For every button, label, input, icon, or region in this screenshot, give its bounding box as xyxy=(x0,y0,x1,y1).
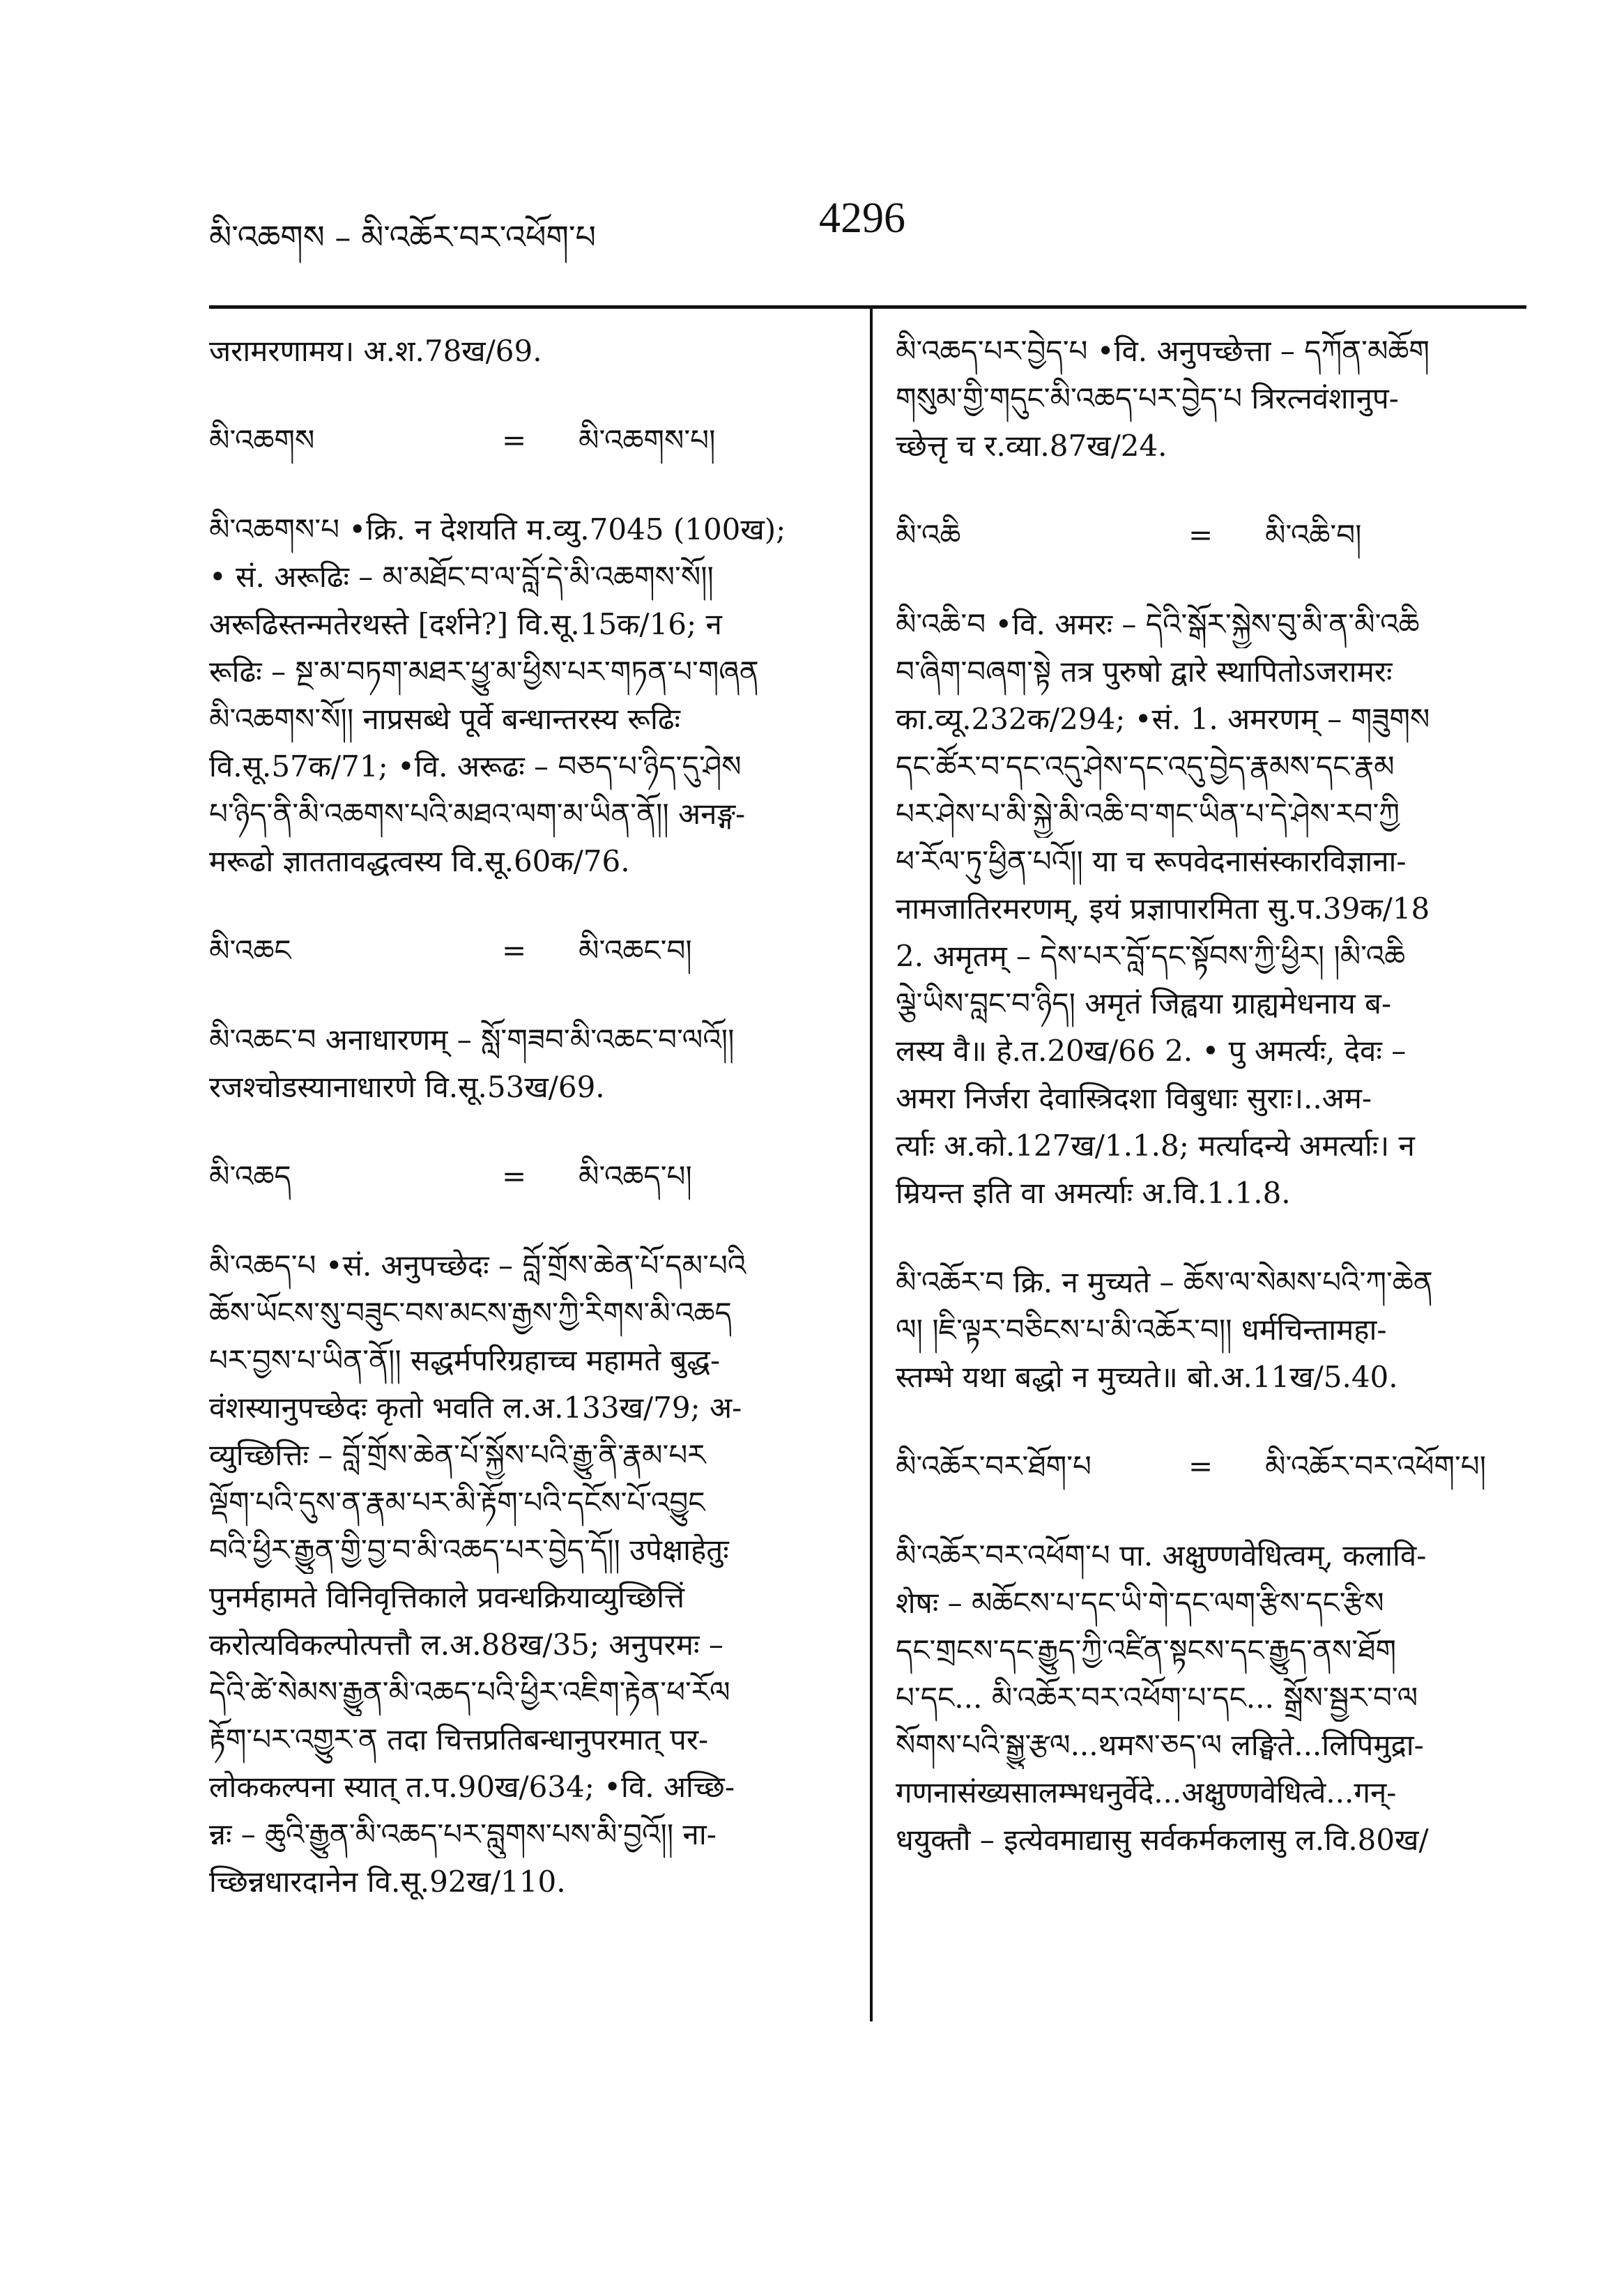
continuation-entry xyxy=(209,328,836,375)
entry-line: अरूढिस्तन्मतेरथस्ते [दर्शने?] वि.सू.15क/16; न xyxy=(209,607,722,641)
entry-line: स्तम्भे यथा बद्धो न मुच्यते॥ बो.अ.11ख/5.40. xyxy=(896,1360,1398,1394)
entry-line: म्रियन्त इति वा अमर्त्याः अ.वि.1.1.8. xyxy=(896,1176,1291,1210)
running-head: མི་འཆགས – མི་འཆོར་བར་འཕོག་པ xyxy=(209,218,597,256)
entry-line: ལྡོག་པའི་དུས་ན་རྣམ་པར་མི་རྟོག་པའི་དངོས་པོ་འབྱུང xyxy=(209,1485,705,1520)
entry-line: ཆོས་ཡོངས་སུ་བཟུང་བས་མངས་རྒྱས་ཀྱི་རིགས་མི་འཆད xyxy=(209,1296,732,1330)
entry-line: मरूढो ज्ञाततावद्धत्वस्य वि.सू.60क/76. xyxy=(209,844,630,878)
entry-line: པར་ཤེས་པ་མི་སྐྱེ་མི་འཆི་བ་གང་ཡིན་པ་དེ་ཤེས་རབ་ཀྱི xyxy=(896,797,1400,831)
xref-headword: མི་འཆགས xyxy=(209,423,315,457)
entry-line: ལྕེ་ཡིས་བླང་བ་ཉིད། अमृतं जिह्वया ग्राह्यमेधनाय ब- xyxy=(896,986,1392,1020)
entry-line: ཕ་རོལ་ཏུ་ཕྱིན་པའོ།། या च रूपवेदनासंस्कारविज्ञाना- xyxy=(896,844,1407,878)
column-divider xyxy=(870,307,873,2021)
dictionary-entry xyxy=(209,1242,836,1906)
entry-line: च्छेत्तृ च र.व्या.87ख/24. xyxy=(896,429,1167,463)
entry-line: पुनर्महामते विनिवृत्तिकाले प्रवन्धक्रियाव्युच्छित्तिं xyxy=(209,1580,684,1614)
xref-equals: = xyxy=(1188,1449,1213,1483)
dictionary-entry xyxy=(209,1016,836,1111)
dictionary-entry xyxy=(896,1532,1526,1864)
entry-line: जरामरणामय। अ.श.78ख/69. xyxy=(209,334,542,368)
cross-reference xyxy=(209,927,836,974)
entry-line: མི་འཆད་པར་བྱེད་པ •वि. अनुपच्छेत्ता – དཀོན་མཆོག xyxy=(896,334,1430,368)
cross-reference xyxy=(896,1443,1526,1490)
xref-target: མི་འཆད་པ། xyxy=(579,1159,692,1193)
xref-headword: མི་འཆོར་བར་ཐོག་པ xyxy=(896,1449,1091,1483)
entry-line: མི་འཆང་བ अनाधारणम् – སློ་གཟབ་མི་འཆང་བ་ལའོ།། xyxy=(209,1023,735,1057)
entry-line: वंशस्यानुपच्छेदः कृतो भवति ल.अ.133ख/79; अ- xyxy=(209,1391,742,1425)
xref-equals: = xyxy=(502,933,527,967)
entry-line: བའི་ཕྱིར་རྒྱུན་གྱི་བྱ་བ་མི་འཆད་པར་བྱེད་དོ།། उपेक्षाहेतुः xyxy=(209,1533,729,1567)
entry-line: रजश्चोडस्यानाधारणे वि.सू.53ख/69. xyxy=(209,1070,605,1104)
cross-reference xyxy=(896,512,1526,559)
entry-line: མི་འཆགས་སོ།། नाप्रसब्धे पूर्वे बन्धान्तरस्य रूढिः xyxy=(209,702,680,736)
entry-line: करोत्यविकल्पोत्पत्तौ ल.अ.88ख/35; अनुपरमः – xyxy=(209,1628,723,1662)
cross-reference xyxy=(209,417,836,464)
xref-target: མི་འཆགས་པ། xyxy=(579,423,716,457)
entry-line: रूढिः – སྔ་མ་བཏག་མཐར་ཕྱུ་མ་ཕྱིས་པར་གཏན་པ་གཞན xyxy=(209,655,759,689)
entry-line: མི་འཆགས་པ •क्रि. न देशयति म.व्यु.7045 (100ख); xyxy=(209,512,786,546)
entry-line: མི་འཆོར་བར་འཕོག་པ पा. अक्षुण्णवेधित्वम्, कलावि- xyxy=(896,1538,1427,1573)
entry-line: लोककल्पना स्यात् त.प.90ख/634; •वि. अच्छि- xyxy=(209,1770,735,1804)
entry-line: རྟོག་པར་འགྱུར་ན तदा चित्तप्रतिबन्धानुपरमात् पर- xyxy=(209,1722,709,1757)
entry-line: वि.सू.57क/71; •वि. अरूढः – བཅད་པ་ཉིད་དུ་ཤེས xyxy=(209,749,742,783)
dictionary-entry xyxy=(209,506,836,885)
page-number: 4296 xyxy=(819,194,905,242)
xref-equals: = xyxy=(502,423,527,457)
entry-line: अमरा निर्जरा देवास्त्रिदशा विबुधाः सुराः।..अम- xyxy=(896,1081,1372,1115)
entry-line: དང་ཚོར་བ་དང་འདུ་ཤེས་དང་འདུ་བྱེད་རྣམས་དང་རྣམ xyxy=(896,749,1395,783)
entry-line: དེའི་ཚེ་སེམས་རྒྱུན་མི་འཆད་པའི་ཕྱིར་འཇིག་རྟེན་ཕ་རོལ xyxy=(209,1675,730,1709)
entry-line: གསུམ་གྱི་གདུང་མི་འཆད་པར་བྱེད་པ त्रिरत्नवंशानुप- xyxy=(896,381,1399,415)
dictionary-entry xyxy=(896,328,1526,470)
right-column xyxy=(896,328,1526,1906)
xref-headword: མི་འཆང xyxy=(209,933,291,967)
entry-line: लस्य वै॥ हे.त.20ख/66 2. • पु अमर्त्यः, देवः – xyxy=(896,1034,1407,1068)
entry-line: ལ། །ཇི་ལྟར་བཅིངས་པ་མི་འཆོར་བ།། धर्मचिन्तामहा- xyxy=(896,1313,1387,1347)
dictionary-entry xyxy=(896,601,1526,1217)
entry-line: • सं. अरूढिः – མ་མཐོང་བ་ལ་བློ་དེ་མི་འཆགས་སོ།། xyxy=(209,560,714,594)
entry-line: व्युच्छित्तिः – བློ་གྲོས་ཆེན་པོ་སྐྱོས་པའི་རྒྱུ་ནི་རྣམ་པར xyxy=(209,1438,706,1472)
entry-line: པ་ཉིད་ནི་མི་འཆགས་པའི་མཐའ་ལག་མ་ཡིན་ནོ།། अनङ्ग- xyxy=(209,797,746,831)
entry-line: धयुक्तौ – इत्येवमाद्यासु सर्वकर्मकलासु ल.वि.80ख/ xyxy=(896,1823,1429,1857)
xref-equals: = xyxy=(502,1159,527,1193)
entry-line: शेषः – མཆོངས་པ་དང་ཡི་གེ་དང་ལག་རྩིས་དང་རྩིས xyxy=(896,1586,1384,1620)
entry-line: མི་འཆི་བ •वि. अमरः – དེའི་སྒོར་སྐྱེས་བུ་མི་ན་མི་འཆི xyxy=(896,607,1420,641)
xref-target: མི་འཆི་བ། xyxy=(1265,518,1362,552)
xref-headword: མི་འཆི xyxy=(896,518,961,552)
entry-line: མི་འཆོར་བ क्रि. न मुच्यते – ཆོས་ལ་སེམས་པའི་ཀ་ཆེན xyxy=(896,1265,1433,1299)
cross-reference xyxy=(209,1153,836,1200)
dictionary-entry xyxy=(896,1259,1526,1401)
xref-equals: = xyxy=(1188,518,1213,552)
left-column xyxy=(209,328,836,1948)
entry-line: र्त्याः अ.को.127ख/1.1.8; मर्त्यादन्ये अमर्त्याः। न xyxy=(896,1129,1415,1163)
entry-line: པར་བྱས་པ་ཡིན་ནོ།། सद्धर्मपरिग्रहाच्च महामते बुद्ध- xyxy=(209,1343,721,1377)
entry-line: का.व्यू.232क/294; •सं. 1. अमरणम् – གཟུགས xyxy=(896,702,1430,736)
xref-target: མི་འཆང་བ། xyxy=(579,933,692,967)
entry-line: སོགས་པའི་སྒྱུ་རྩལ...थमས་ཅད་ལ लङ्घिते...लिपिमुद्रा- xyxy=(896,1728,1424,1762)
entry-line: 2. अमृतम् – དེས་པར་བློ་དང་སྟོབས་ཀྱི་ཕྱིར། །མི་འཆི xyxy=(896,939,1406,973)
entry-line: न्नः – ཆུའི་རྒྱུན་མི་འཆད་པར་བླུགས་པས་མི་བྱའོ།། ना- xyxy=(209,1817,717,1851)
entry-line: नामजातिरमरणम्, इयं प्रज्ञापारमिता सु.प.39क/18 xyxy=(896,892,1430,926)
entry-line: च्छिन्नधारदानेन वि.सू.92ख/110. xyxy=(209,1865,566,1899)
entry-line: བ་ཞིག་བཞག་སྟེ तत्र पुरुषो द्वारे स्थापितोऽजरामरः xyxy=(896,655,1393,689)
xref-target: མི་འཆོར་བར་འཕོག་པ། xyxy=(1265,1449,1487,1483)
header-rule xyxy=(209,305,1526,309)
entry-line: པ་དང... མི་འཆོར་བར་འཕོག་པ་དང... སྒྲོས་སྦྱར་བ་ལ xyxy=(896,1681,1418,1715)
entry-line: དང་གྲངས་དང་རྒྱུད་ཀྱི་འཛིན་སྟངས་དང་རྒྱུད་ནས་ཐོག xyxy=(896,1633,1397,1667)
xref-headword: མི་འཆད xyxy=(209,1159,291,1193)
entry-line: गणनासंख्यसालम्भधनुर्वेदे...अक्षुण्णवेधित्वे...गन्- xyxy=(896,1775,1397,1810)
entry-line: མི་འཆད་པ •सं. अनुपच्छेदः – བློ་གྲོས་ཆེན་པོ་དམ་པའི xyxy=(209,1248,746,1283)
